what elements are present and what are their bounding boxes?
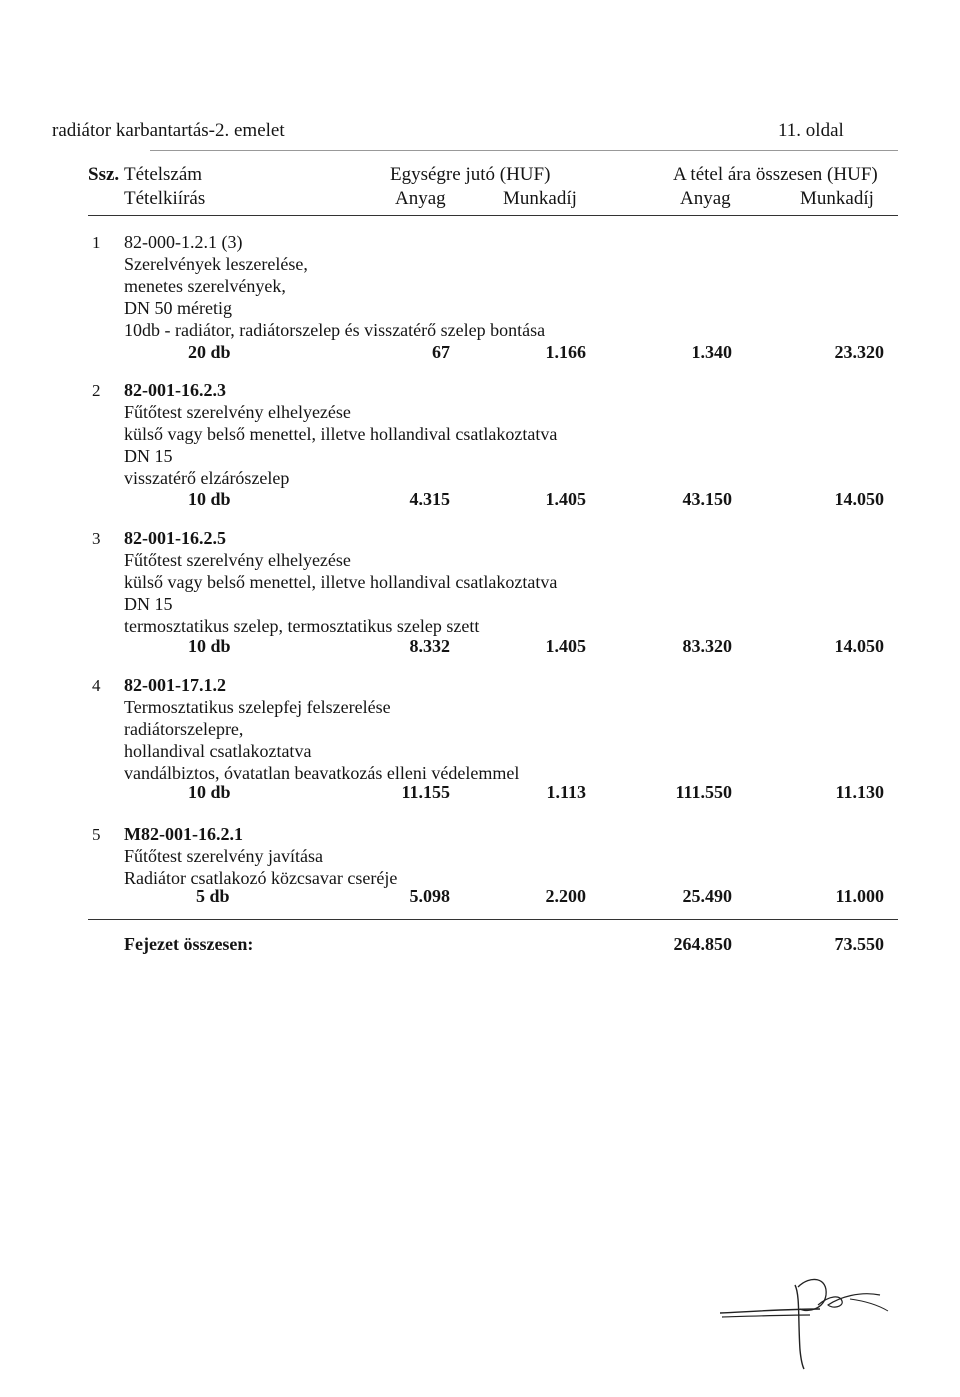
item-unit-munkadij: 1.166	[545, 342, 586, 362]
header-divider	[150, 150, 898, 151]
item-desc-line: 10db - radiátor, radiátorszelep és visszatérő szelep bontása	[124, 320, 546, 340]
item-total-munkadij: 23.320	[834, 342, 884, 362]
item-desc-line: DN 15	[124, 446, 173, 466]
item-code: M82-001-16.2.1	[124, 824, 243, 844]
col-total-anyag: Anyag	[680, 188, 731, 209]
col-tetelkiiras: Tételkiírás	[124, 188, 206, 209]
item-number: 5	[92, 825, 101, 844]
col-total-group: A tétel ára összesen (HUF)	[673, 164, 878, 185]
item-number: 4	[92, 676, 101, 695]
item-unit-munkadij: 1.405	[545, 489, 586, 509]
page-number: 11. oldal	[778, 120, 844, 141]
col-unit-group: Egységre jutó (HUF)	[390, 164, 551, 185]
item-desc-line: Termosztatikus szelepfej felszerelése	[124, 697, 391, 717]
item-desc-line: radiátorszelepre,	[124, 719, 244, 739]
item-desc-line: termosztatikus szelep, termosztatikus szelep szett	[124, 616, 480, 636]
item-unit-anyag: 5.098	[409, 886, 450, 906]
summary-divider	[88, 919, 898, 920]
item-total-anyag: 83.320	[682, 636, 732, 656]
item-total-munkadij: 14.050	[834, 489, 884, 509]
item-desc-line: DN 50 méretig	[124, 298, 232, 318]
item-desc-line: külső vagy belső menettel, illetve hollandival csatlakoztatva	[124, 572, 558, 592]
item-desc-line: Fűtőtest szerelvény javítása	[124, 846, 323, 866]
item-quantity: 10 db	[188, 489, 231, 509]
item-unit-anyag: 11.155	[401, 782, 450, 802]
chapter-total-label: Fejezet összesen:	[124, 934, 254, 954]
col-unit-anyag: Anyag	[395, 188, 446, 209]
item-desc-line: Radiátor csatlakozó közcsavar cseréje	[124, 868, 398, 888]
item-total-anyag: 25.490	[682, 886, 732, 906]
item-total-anyag: 111.550	[675, 782, 732, 802]
item-number: 3	[92, 529, 101, 548]
item-code: 82-001-17.1.2	[124, 675, 226, 695]
item-unit-anyag: 67	[432, 342, 450, 362]
item-unit-munkadij: 2.200	[545, 886, 586, 906]
item-unit-munkadij: 1.405	[545, 636, 586, 656]
item-desc-line: külső vagy belső menettel, illetve hollandival csatlakoztatva	[124, 424, 558, 444]
document-title: radiátor karbantartás-2. emelet	[52, 120, 285, 141]
item-unit-anyag: 4.315	[409, 489, 450, 509]
item-total-munkadij: 11.000	[835, 886, 884, 906]
item-code: 82-001-16.2.3	[124, 380, 226, 400]
item-unit-anyag: 8.332	[409, 636, 450, 656]
item-quantity: 10 db	[188, 636, 231, 656]
item-total-munkadij: 11.130	[835, 782, 884, 802]
item-desc-line: hollandival csatlakoztatva	[124, 741, 312, 761]
item-quantity: 5 db	[196, 886, 230, 906]
chapter-total-munkadij: 73.550	[834, 934, 884, 954]
item-code: 82-001-16.2.5	[124, 528, 226, 548]
col-ssz: Ssz.	[88, 164, 120, 185]
item-desc-line: menetes szerelvények,	[124, 276, 286, 296]
item-desc-line: visszatérő elzárószelep	[124, 468, 290, 488]
item-unit-munkadij: 1.113	[546, 782, 586, 802]
item-quantity: 10 db	[188, 782, 231, 802]
chapter-total-anyag: 264.850	[673, 934, 732, 954]
item-number: 2	[92, 381, 101, 400]
col-tetelszam: Tételszám	[124, 164, 203, 185]
item-total-munkadij: 14.050	[834, 636, 884, 656]
col-total-munkadij: Munkadíj	[800, 188, 874, 209]
item-desc-line: Fűtőtest szerelvény elhelyezése	[124, 550, 351, 570]
column-header-divider	[88, 215, 898, 216]
col-unit-munkadij: Munkadíj	[503, 188, 577, 209]
item-desc-line: vandálbiztos, óvatatlan beavatkozás elleni védelemmel	[124, 763, 520, 783]
item-quantity: 20 db	[188, 342, 231, 362]
item-desc-line: DN 15	[124, 594, 173, 614]
signature-image	[700, 1265, 900, 1375]
item-desc-line: Fűtőtest szerelvény elhelyezése	[124, 402, 351, 422]
item-total-anyag: 1.340	[691, 342, 732, 362]
item-desc-line: Szerelvények leszerelése,	[124, 254, 308, 274]
item-total-anyag: 43.150	[682, 489, 732, 509]
item-number: 1	[92, 233, 101, 252]
item-code: 82-000-1.2.1 (3)	[124, 232, 243, 252]
